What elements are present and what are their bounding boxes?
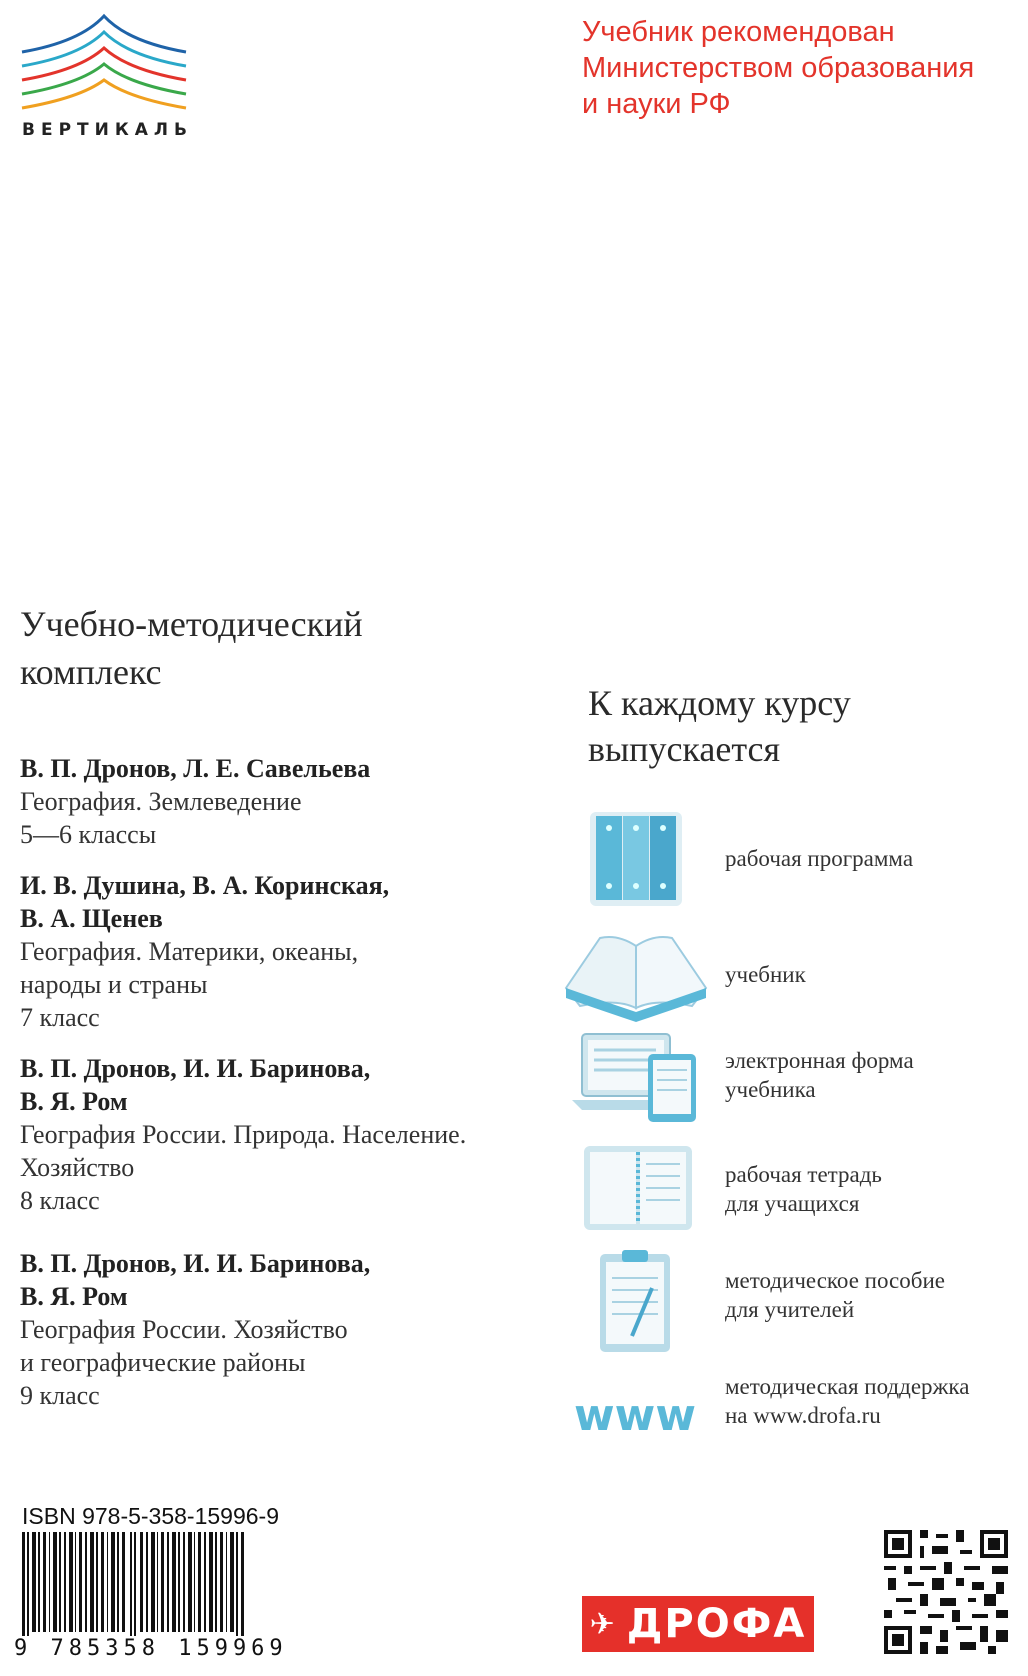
book-title: География. Землеведение (20, 787, 302, 816)
book-title: География. Материки, океаны, народы и страны (20, 937, 359, 999)
course-item-label: методическая поддержка на www.drofa.ru (725, 1374, 970, 1428)
book-title: География России. Природа. Население. Хозяйство (20, 1120, 467, 1182)
book-authors: И. В. Душина, В. А. Коринская, В. А. Щенев (20, 871, 390, 933)
course-item (560, 1248, 1020, 1358)
www-icon (560, 1360, 710, 1470)
book-authors: В. П. Дронов, Л. Е. Савельева (20, 754, 371, 783)
drofa-logo (582, 1596, 814, 1652)
www-icon-text: www (574, 1389, 696, 1441)
book-grade: 5—6 классы (20, 820, 157, 849)
clipboard-icon (560, 1248, 710, 1358)
book-grade: 8 класс (20, 1186, 100, 1215)
binder-icon (560, 806, 710, 916)
logo-text: ВЕРТИКАЛЬ (22, 120, 193, 140)
course-item (560, 1024, 1020, 1134)
vertikal-logo-icon (20, 12, 190, 116)
book-grade: 7 класс (20, 1003, 100, 1032)
book-grade: 9 класс (20, 1381, 100, 1410)
course-item (560, 1136, 1020, 1246)
course-item-label: электронная форма учебника (725, 1048, 914, 1102)
vertikal-logo (20, 12, 190, 120)
book-title: География России. Хозяйство и географические районы (20, 1315, 348, 1377)
course-item-label: рабочая программа (725, 846, 914, 871)
ministry-recommendation: Учебник рекомендован Министерством образования и науки РФ (582, 16, 975, 120)
book-authors: В. П. Дронов, И. И. Баринова, В. Я. Ром (20, 1054, 371, 1116)
publisher-name: ДРОФА (626, 1601, 807, 1647)
devices-icon (560, 1024, 710, 1134)
book-entry (20, 1052, 540, 1217)
isbn: ISBN 978-5-358-15996-9 (22, 1503, 279, 1529)
book-authors: В. П. Дронов, И. И. Баринова, В. Я. Ром (20, 1249, 371, 1311)
course-item-label: учебник (725, 962, 806, 987)
course-title: К каждому курсу выпускается (588, 683, 851, 769)
course-item (560, 918, 1020, 1028)
qr-code (884, 1530, 1008, 1654)
book-entry (20, 752, 540, 851)
bird-icon: ✈ (589, 1606, 617, 1642)
book-entry (20, 1247, 540, 1412)
barcode-number: 9 785358 159969 (14, 1636, 288, 1661)
book-list (20, 752, 540, 1430)
course-item-label: методическое пособие для учителей (725, 1268, 945, 1322)
course-item (560, 1360, 1020, 1470)
barcode (22, 1532, 262, 1644)
course-item (560, 806, 1020, 916)
book-entry (20, 869, 540, 1034)
umk-title: Учебно-методический комплекс (20, 604, 363, 692)
notebook-icon (560, 1136, 710, 1246)
course-item-label: рабочая тетрадь для учащихся (725, 1162, 882, 1216)
open-book-icon (560, 918, 710, 1028)
